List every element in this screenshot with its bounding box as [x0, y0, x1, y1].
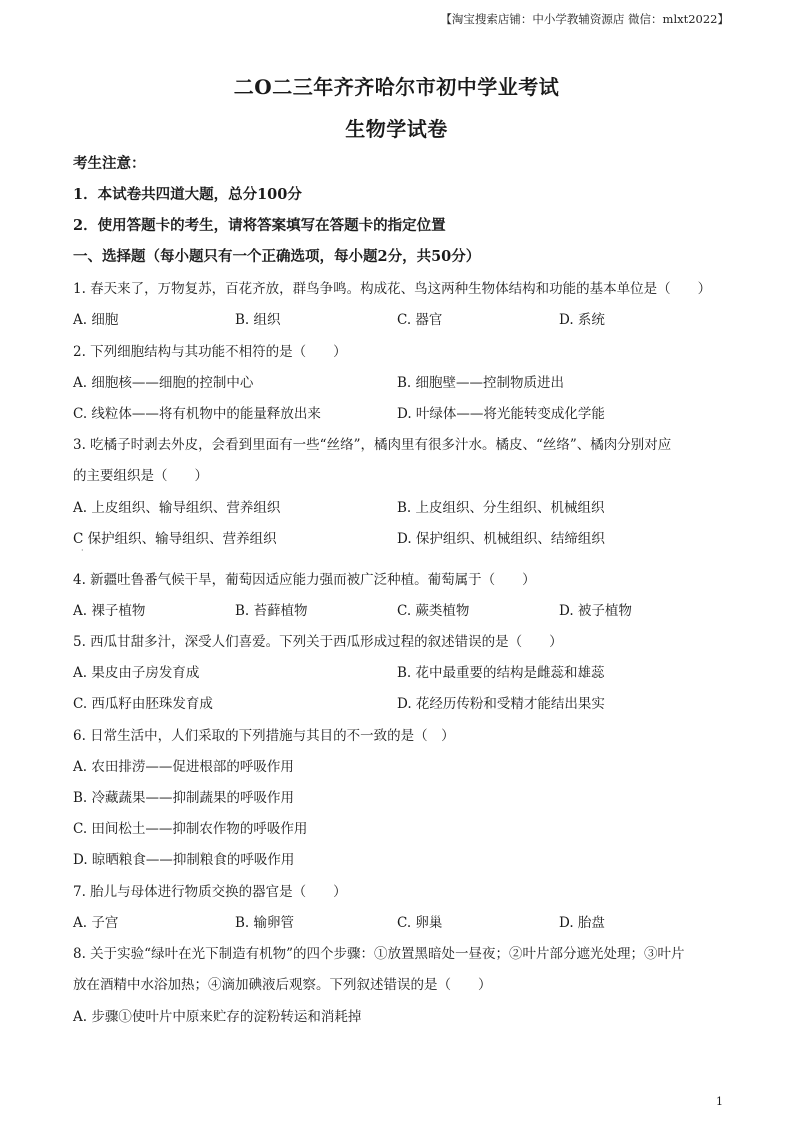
- option: C. 西瓜籽由胚珠发育成: [73, 696, 213, 712]
- section-heading: 一、选择题（每小题只有一个正确选项，每小题2分，共50分）: [73, 248, 481, 265]
- option: D. 系统: [559, 312, 605, 328]
- exam-subtitle: 生物学试卷: [345, 117, 448, 141]
- option: B. 花中最重要的结构是雌蕊和雄蕊: [397, 665, 605, 681]
- question-stem: 4. 新疆吐鲁番气候干旱，葡萄因适应能力强而被广泛种植。葡萄属于（ ）: [73, 572, 536, 588]
- notice-item: 2．使用答题卡的考生，请将答案填写在答题卡的指定位置: [73, 217, 446, 234]
- option: A. 上皮组织、输导组织、营养组织: [73, 500, 281, 516]
- option: B. 苔藓植物: [235, 603, 308, 619]
- stray-dot: ·: [81, 546, 84, 555]
- option-row: [73, 402, 733, 422]
- option-row: [73, 599, 733, 619]
- option: C 保护组织、输导组织、营养组织: [73, 531, 277, 547]
- notice-heading: 考生注意：: [73, 155, 146, 172]
- question-stem: 1. 春天来了，万物复苏，百花齐放，群鸟争鸣。构成花、鸟这两种生物体结构和功能的基本单位是（ ）: [73, 281, 712, 297]
- option: A. 果皮由子房发育成: [73, 665, 200, 681]
- question-stem-cont: 的主要组织是（ ）: [73, 468, 208, 484]
- option: D. 叶绿体——将光能转变成化学能: [397, 406, 605, 422]
- option: C. 线粒体——将有机物中的能量释放出来: [73, 406, 321, 422]
- exam-title: 二O二三年齐齐哈尔市初中学业考试: [233, 75, 560, 99]
- option-row: [73, 911, 733, 931]
- option: D. 被子植物: [559, 603, 632, 619]
- option-row: [73, 371, 733, 391]
- option: B. 冷藏蔬果——抑制蔬果的呼吸作用: [73, 790, 295, 806]
- option: A. 细胞: [73, 312, 119, 328]
- question-stem: 5. 西瓜甘甜多汁，深受人们喜爱。下列关于西瓜形成过程的叙述错误的是（ ）: [73, 634, 563, 650]
- option: A. 裸子植物: [73, 603, 146, 619]
- option: A. 步骤①使叶片中原来贮存的淀粉转运和消耗掉: [73, 1009, 362, 1025]
- question-stem: 7. 胎儿与母体进行物质交换的器官是（ ）: [73, 884, 347, 900]
- option: B. 输卵管: [235, 915, 295, 931]
- option: A. 子宫: [73, 915, 119, 931]
- question-stem: 3. 吃橘子时剥去外皮，会看到里面有一些“丝络”，橘肉里有很多汁水。橘皮、“丝络”、橘肉分别对应: [73, 437, 672, 453]
- question-stem: 6. 日常生活中，人们采取的下列措施与其目的不一致的是（ ）: [73, 728, 455, 744]
- option: C. 卵巢: [397, 915, 443, 931]
- option: C. 器官: [397, 312, 443, 328]
- option: D. 保护组织、机械组织、结缔组织: [397, 531, 605, 547]
- question-stem: 8. 关于实验“绿叶在光下制造有机物”的四个步骤：①放置黑暗处一昼夜；②叶片部分遮光处理；③叶片: [73, 946, 685, 962]
- notice-item: 1．本试卷共四道大题，总分100分: [73, 186, 302, 203]
- option: C. 蕨类植物: [397, 603, 470, 619]
- option-row: [73, 692, 733, 712]
- option-row: [73, 527, 733, 547]
- question-stem-cont: 放在酒精中水浴加热；④滴加碘液后观察。下列叙述错误的是（ ）: [73, 977, 492, 993]
- question-stem: 2. 下列细胞结构与其功能不相符的是（ ）: [73, 344, 347, 360]
- option-row: [73, 308, 733, 328]
- option: D. 花经历传粉和受精才能结出果实: [397, 696, 605, 712]
- option: A. 农田排涝——促进根部的呼吸作用: [73, 759, 294, 775]
- option: B. 组织: [235, 312, 281, 328]
- option: C. 田间松土——抑制农作物的呼吸作用: [73, 821, 308, 837]
- option-row: [73, 496, 733, 516]
- option-row: [73, 661, 733, 681]
- option: D. 胎盘: [559, 915, 605, 931]
- page-number: 1: [716, 1095, 723, 1108]
- option: B. 细胞壁——控制物质进出: [397, 375, 565, 391]
- option: A. 细胞核——细胞的控制中心: [73, 375, 254, 391]
- option: D. 晾晒粮食——抑制粮食的呼吸作用: [73, 852, 295, 868]
- header-note: 【淘宝搜索店铺：中小学教辅资源店 微信：mlxt2022】: [440, 12, 729, 26]
- option: B. 上皮组织、分生组织、机械组织: [397, 500, 605, 516]
